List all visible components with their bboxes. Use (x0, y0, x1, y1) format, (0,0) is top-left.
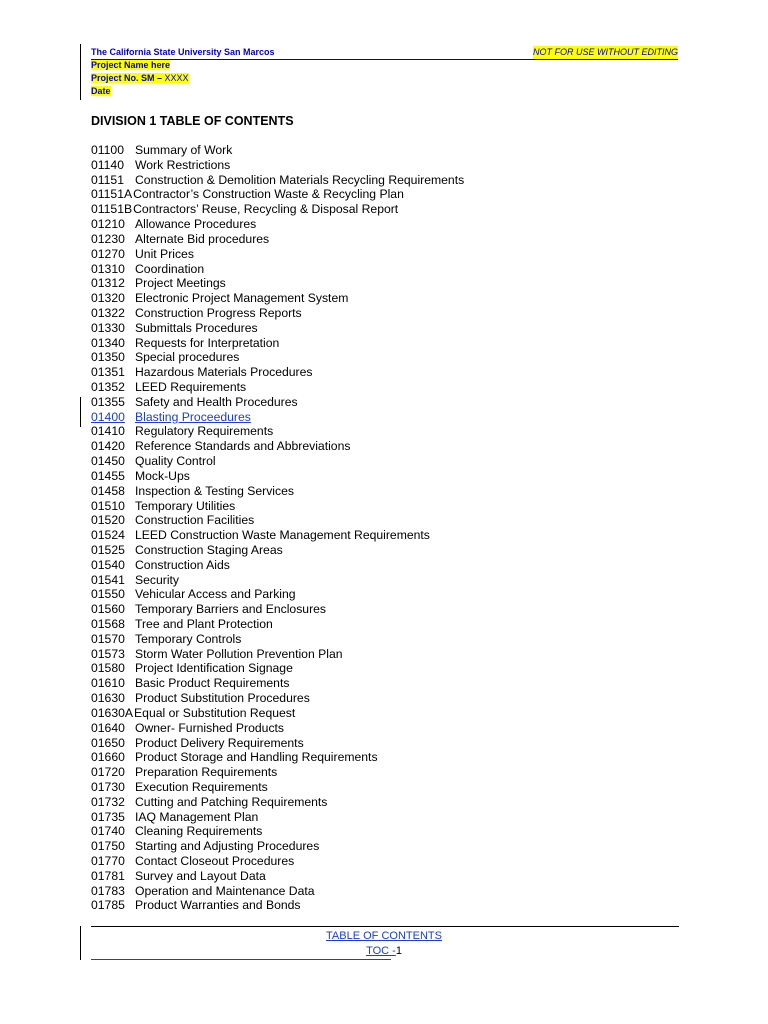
toc-item (91, 528, 464, 543)
toc-item-number: 01550 (91, 587, 125, 602)
toc-item[interactable] (91, 410, 464, 425)
toc-item (91, 499, 464, 514)
toc-item-number: 01351 (91, 365, 125, 380)
toc-item-number: 01785 (91, 898, 125, 913)
toc-item-number: 01312 (91, 276, 125, 291)
toc-item-number: 01783 (91, 883, 125, 898)
toc-item-title: Operation and Maintenance Data (135, 883, 315, 898)
toc-item (91, 869, 464, 884)
toc-item-title: Inspection & Testing Services (135, 483, 294, 498)
toc-item-title: Safety and Health Procedures (135, 394, 298, 409)
toc-item-number: 01560 (91, 602, 125, 617)
toc-item-title: Basic Product Requirements (135, 676, 290, 691)
toc-item-title: Special procedures (135, 350, 240, 365)
toc-item (91, 484, 464, 499)
toc-item-title: Alternate Bid procedures (135, 231, 270, 246)
footer-title: TABLE OF CONTENTS (326, 930, 442, 942)
toc-item-number: 01320 (91, 291, 125, 306)
toc-item-title: Product Substitution Procedures (135, 691, 310, 706)
toc-item-number: 01230 (91, 231, 125, 246)
toc-item-title: Vehicular Access and Parking (135, 587, 296, 602)
toc-item-number: 01740 (91, 824, 125, 839)
toc-item (91, 647, 464, 662)
header-university: The California State University San Marcos (91, 47, 275, 57)
toc-item-title: LEED Construction Waste Management Requirements (135, 528, 430, 543)
toc-item-number: 01525 (91, 542, 125, 557)
toc-item (91, 736, 464, 751)
toc-item (91, 691, 464, 706)
toc-item-number: 01210 (91, 217, 125, 232)
toc-item-number: 01610 (91, 676, 125, 691)
toc-item-number: 01400 (91, 409, 125, 424)
toc-item-number: 01410 (91, 424, 125, 439)
toc-item-title: IAQ Management Plan (135, 809, 259, 824)
toc-item (91, 898, 464, 913)
toc-item-number: 01352 (91, 380, 125, 394)
toc-item-title: Tree and Plant Protection (135, 617, 273, 631)
toc-item-title: Summary of Work (135, 143, 233, 157)
toc-item-title: Mock-Ups (135, 468, 190, 483)
project-name-text: Project Name here (91, 60, 171, 70)
toc-item-title: Hazardous Materials Procedures (135, 365, 313, 380)
toc-item-title: Blasting Proceedures (135, 409, 251, 424)
toc-item-number: 01151B (91, 202, 133, 217)
toc-item-number: 01770 (91, 854, 125, 868)
toc-item-title: Work Restrictions (135, 157, 231, 172)
toc-item-title: Storm Water Pollution Prevention Plan (135, 646, 343, 661)
footer-rule-blue (91, 959, 391, 960)
toc-item-title: Product Warranties and Bonds (135, 898, 301, 913)
toc-item-number: 01520 (91, 513, 125, 528)
toc-item-title: Cutting and Patching Requirements (135, 794, 328, 809)
toc-item (91, 439, 464, 454)
toc-item (91, 824, 464, 839)
toc-item-title: Unit Prices (135, 246, 194, 261)
toc-item (91, 839, 464, 854)
toc-item-title: Contractor’s Construction Waste & Recycling Plan (133, 187, 404, 202)
toc-item-title: Owner- Furnished Products (135, 720, 285, 735)
toc-item (91, 424, 464, 439)
toc-item (91, 365, 464, 380)
toc-item-number: 01420 (91, 439, 125, 454)
revision-change-bar (80, 397, 81, 427)
toc-item (91, 454, 464, 469)
toc-item-number: 01151A (91, 187, 133, 202)
toc-item-title: Construction Aids (135, 557, 230, 572)
toc-item-title: Coordination (135, 261, 205, 276)
toc-item-title: Contractors’ Reuse, Recycling & Disposal Report (133, 202, 399, 217)
toc-item-title: Reference Standards and Abbreviations (135, 439, 351, 454)
toc-item (91, 543, 464, 558)
toc-item (91, 247, 464, 262)
toc-item (91, 765, 464, 780)
project-no-prefix: Project No. SM – (91, 73, 165, 83)
toc-item-number: 01781 (91, 868, 125, 883)
toc-item-number: 01541 (91, 572, 125, 587)
toc-item (91, 158, 464, 173)
toc-item (91, 336, 464, 351)
toc-item-title: Project Identification Signage (135, 661, 293, 676)
toc-item-number: 01568 (91, 617, 125, 631)
toc-item-title: Temporary Controls (135, 631, 242, 646)
toc-item-number: 01660 (91, 750, 125, 765)
toc-item-title: Survey and Layout Data (135, 868, 266, 883)
toc-item (91, 632, 464, 647)
footer-rule (91, 926, 679, 927)
toc-item (91, 217, 464, 232)
footer-page-label: TOC - (366, 945, 396, 957)
toc-item-title: Starting and Adjusting Procedures (135, 839, 320, 854)
toc-item-number: 01650 (91, 735, 125, 750)
toc-item-title: Execution Requirements (135, 779, 268, 794)
toc-item (91, 573, 464, 588)
toc-item-title: Construction Facilities (135, 513, 255, 528)
footer-page (0, 945, 768, 957)
toc-item-title: Construction Progress Reports (135, 305, 302, 320)
toc-item (91, 232, 464, 247)
toc-item-title: Temporary Utilities (135, 498, 236, 513)
toc-item-number: 01630 (91, 691, 125, 706)
toc-item-title: Product Storage and Handling Requirements (135, 750, 378, 765)
toc-item-title: Quality Control (135, 454, 216, 469)
toc-item-title: LEED Requirements (135, 380, 247, 394)
toc-item-number: 01720 (91, 765, 125, 780)
toc-item-number: 01100 (91, 143, 124, 157)
header-rule (91, 59, 678, 60)
toc-item-number: 01270 (91, 246, 125, 261)
toc-item (91, 321, 464, 336)
header-change-bar (80, 44, 81, 100)
toc-item (91, 469, 464, 484)
toc-item (91, 262, 464, 277)
toc-item (91, 350, 464, 365)
header-date (91, 85, 111, 98)
toc-item-title: Cleaning Requirements (135, 824, 263, 839)
toc-item-title: Security (135, 572, 180, 587)
toc-item-title: Regulatory Requirements (135, 424, 274, 439)
toc-item-title: Contact Closeout Procedures (135, 854, 295, 868)
toc-item-title: Allowance Procedures (135, 217, 257, 232)
toc-item-title: Electronic Project Management System (135, 291, 349, 306)
toc-item-number: 01310 (91, 261, 125, 276)
toc-item (91, 617, 464, 632)
toc-item-title: Temporary Barriers and Enclosures (135, 602, 327, 617)
toc-item (91, 810, 464, 825)
toc-item (91, 202, 464, 217)
toc-item (91, 306, 464, 321)
toc-item (91, 587, 464, 602)
toc-item-number: 01735 (91, 809, 125, 824)
toc-item-number: 01355 (91, 394, 125, 409)
toc-item (91, 276, 464, 291)
toc-item (91, 558, 464, 573)
toc-item-title: Equal or Substitution Request (134, 705, 296, 720)
toc-list (91, 143, 464, 913)
toc-item-title: Construction & Demolition Materials Recycling Requirements (135, 172, 465, 187)
toc-item (91, 661, 464, 676)
header-project-no (91, 72, 189, 85)
toc-item-number: 01732 (91, 794, 125, 809)
toc-item-number: 01350 (91, 350, 125, 365)
toc-item-number: 01750 (91, 839, 125, 854)
toc-item-number: 01322 (91, 305, 125, 320)
toc-item-number: 01458 (91, 483, 125, 498)
date-text: Date (91, 86, 111, 96)
toc-item-title: Project Meetings (135, 276, 226, 291)
toc-item (91, 513, 464, 528)
toc-item-number: 01450 (91, 454, 125, 469)
toc-item (91, 706, 464, 721)
toc-item-number: 01540 (91, 557, 125, 572)
toc-item-title: Construction Staging Areas (135, 542, 283, 557)
header-notice: NOT FOR USE WITHOUT EDITING (533, 47, 678, 57)
toc-item-number: 01340 (91, 335, 125, 350)
toc-item-number: 01524 (91, 528, 125, 543)
toc-item-number: 01455 (91, 468, 125, 483)
toc-item-number: 01630A (91, 705, 134, 720)
toc-item (91, 291, 464, 306)
toc-item (91, 602, 464, 617)
toc-item-title: Requests for Interpretation (135, 335, 280, 350)
toc-item (91, 795, 464, 810)
toc-item-title: Preparation Requirements (135, 765, 278, 780)
toc-item-title: Product Delivery Requirements (135, 735, 304, 750)
toc-item-number: 01640 (91, 720, 125, 735)
toc-item (91, 750, 464, 765)
toc-item (91, 187, 464, 202)
toc-item-number: 01510 (91, 498, 125, 513)
toc-item-number: 01730 (91, 779, 125, 794)
toc-item-number: 01570 (91, 631, 125, 646)
toc-item (91, 173, 464, 188)
toc-item (91, 143, 464, 158)
toc-item-number: 01140 (91, 157, 124, 172)
toc-item (91, 395, 464, 410)
header-project-name (91, 59, 170, 72)
toc-item (91, 380, 464, 395)
toc-item (91, 780, 464, 795)
toc-item-title: Submittals Procedures (135, 320, 258, 335)
page-title: DIVISION 1 TABLE OF CONTENTS (91, 114, 294, 128)
toc-item-number: 01573 (91, 646, 125, 661)
toc-item (91, 721, 464, 736)
toc-item (91, 884, 464, 899)
footer-page-number: 1 (395, 945, 402, 957)
project-no-value: XXXX (164, 73, 189, 83)
toc-item-number: 01330 (91, 320, 125, 335)
toc-item-number: 01151 (91, 172, 124, 187)
toc-item-number: 01580 (91, 661, 125, 676)
toc-item (91, 854, 464, 869)
toc-item (91, 676, 464, 691)
